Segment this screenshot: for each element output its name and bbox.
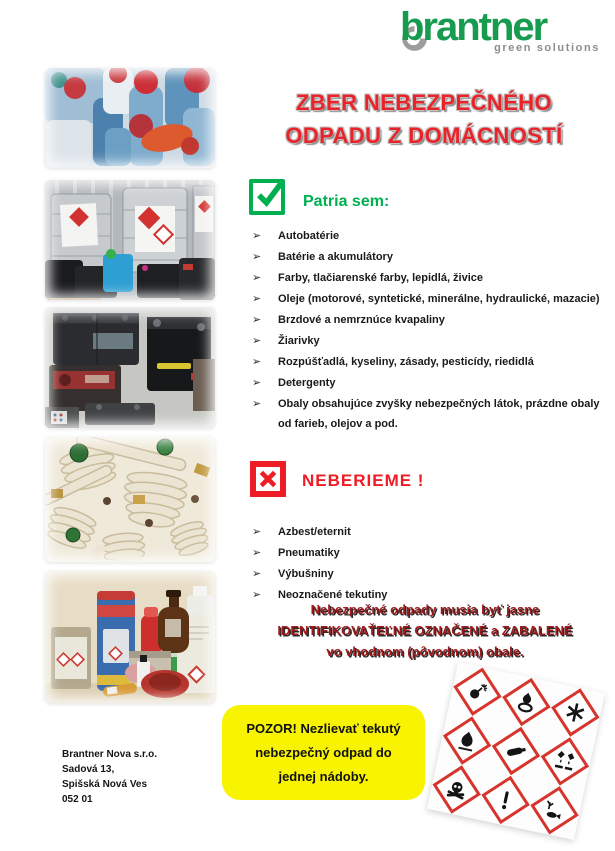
list-item bbox=[252, 289, 602, 309]
text-line: Spišská Nová Ves bbox=[62, 779, 148, 790]
arrow-bullet-icon: ➢ bbox=[252, 568, 262, 580]
arrow-bullet-icon: ➢ bbox=[252, 272, 262, 284]
text-line: Nebezpečné odpady musia byť jasne bbox=[310, 602, 540, 617]
caution-box bbox=[222, 705, 425, 800]
text-line: vo vhodnom (pôvodnom) obale. bbox=[326, 644, 524, 659]
checkbox-checked-icon bbox=[249, 179, 285, 215]
list-item bbox=[252, 522, 552, 542]
list-item bbox=[252, 268, 602, 288]
arrow-bullet-icon: ➢ bbox=[252, 293, 262, 305]
text-line: Brantner Nova s.r.o. bbox=[62, 749, 158, 760]
text-line: POZOR! Nezlievať tekutý bbox=[246, 720, 401, 736]
list-item bbox=[252, 564, 552, 584]
arrow-bullet-icon: ➢ bbox=[252, 230, 262, 242]
logo-tagline: green solutions bbox=[494, 42, 600, 54]
logo-brand-text: brantner bbox=[400, 5, 547, 49]
household-chemical-bottles-photo bbox=[45, 68, 215, 168]
hazardous-waste-drums-photo bbox=[45, 180, 215, 300]
arrow-bullet-icon: ➢ bbox=[252, 589, 262, 601]
arrow-bullet-icon: ➢ bbox=[252, 526, 262, 538]
list-item bbox=[252, 394, 602, 434]
ghs-pictograms-image bbox=[427, 662, 605, 840]
text-line: 052 01 bbox=[62, 794, 93, 805]
list-item-text: Oleje (motorové, syntetické, minerálne, hydraulické, mazacie) bbox=[278, 293, 600, 305]
list-item-text: Detergenty bbox=[278, 377, 336, 389]
list-item-text: Pneumatiky bbox=[278, 547, 340, 559]
arrow-bullet-icon: ➢ bbox=[252, 356, 262, 368]
warning-text bbox=[245, 599, 605, 662]
ghs-environment-icon bbox=[525, 781, 584, 840]
arrow-bullet-icon: ➢ bbox=[252, 251, 262, 263]
fluorescent-bulbs-photo bbox=[45, 437, 215, 562]
list-item bbox=[252, 310, 602, 330]
page-title-line1: ZBER NEBEZPEČNÉHO bbox=[295, 90, 553, 115]
list-item-text: Farby, tlačiarenské farby, lepidlá, živice bbox=[278, 272, 484, 284]
list-item-text: Autobatérie bbox=[278, 230, 340, 242]
text-line: Sadová 13, bbox=[62, 764, 115, 775]
list-item bbox=[252, 226, 602, 246]
list-item bbox=[252, 331, 602, 351]
arrow-bullet-icon: ➢ bbox=[252, 377, 262, 389]
list-item bbox=[252, 373, 602, 393]
page-title bbox=[238, 86, 610, 152]
list-item-text: Obaly obsahujúce zvyšky nebezpečných látok, prázdne obaly od farieb, olejov a pod. bbox=[278, 398, 600, 430]
list-item bbox=[252, 352, 602, 372]
accept-list bbox=[252, 226, 602, 435]
list-item-text: Batérie a akumulátory bbox=[278, 251, 393, 263]
car-batteries-photo bbox=[45, 307, 215, 428]
reject-section-heading: NEBERIEME ! bbox=[302, 471, 425, 490]
list-item-text: Neoznačené tekutiny bbox=[278, 589, 388, 601]
text-line: IDENTIFIKOVAŤEĽNÉ OZNAČENÉ a ZABALENÉ bbox=[277, 623, 573, 638]
brantner-logo bbox=[400, 4, 604, 54]
list-item-text: Azbest/eternit bbox=[278, 526, 351, 538]
list-item bbox=[252, 247, 602, 267]
arrow-bullet-icon: ➢ bbox=[252, 314, 262, 326]
text-line: nebezpečný odpad do bbox=[255, 744, 392, 760]
text-line: jednej nádoby. bbox=[278, 768, 369, 784]
arrow-bullet-icon: ➢ bbox=[252, 398, 262, 410]
list-item-text: Výbušniny bbox=[278, 568, 334, 580]
list-item-text: Brzdové a nemrznúce kvapaliny bbox=[278, 314, 445, 326]
accept-section-heading: Patria sem: bbox=[303, 193, 390, 210]
x-mark-icon bbox=[250, 461, 286, 497]
list-item bbox=[252, 543, 552, 563]
list-item-text: Žiarivky bbox=[278, 335, 320, 347]
arrow-bullet-icon: ➢ bbox=[252, 547, 262, 559]
reject-list bbox=[252, 522, 552, 606]
paint-and-chemical-containers-photo bbox=[45, 571, 215, 703]
arrow-bullet-icon: ➢ bbox=[252, 335, 262, 347]
list-item-text: Rozpúšťadlá, kyseliny, zásady, pesticídy, riedidlá bbox=[278, 356, 534, 368]
page-title-line2: ODPADU Z DOMÁCNOSTÍ bbox=[285, 123, 563, 148]
address-block bbox=[62, 747, 157, 807]
